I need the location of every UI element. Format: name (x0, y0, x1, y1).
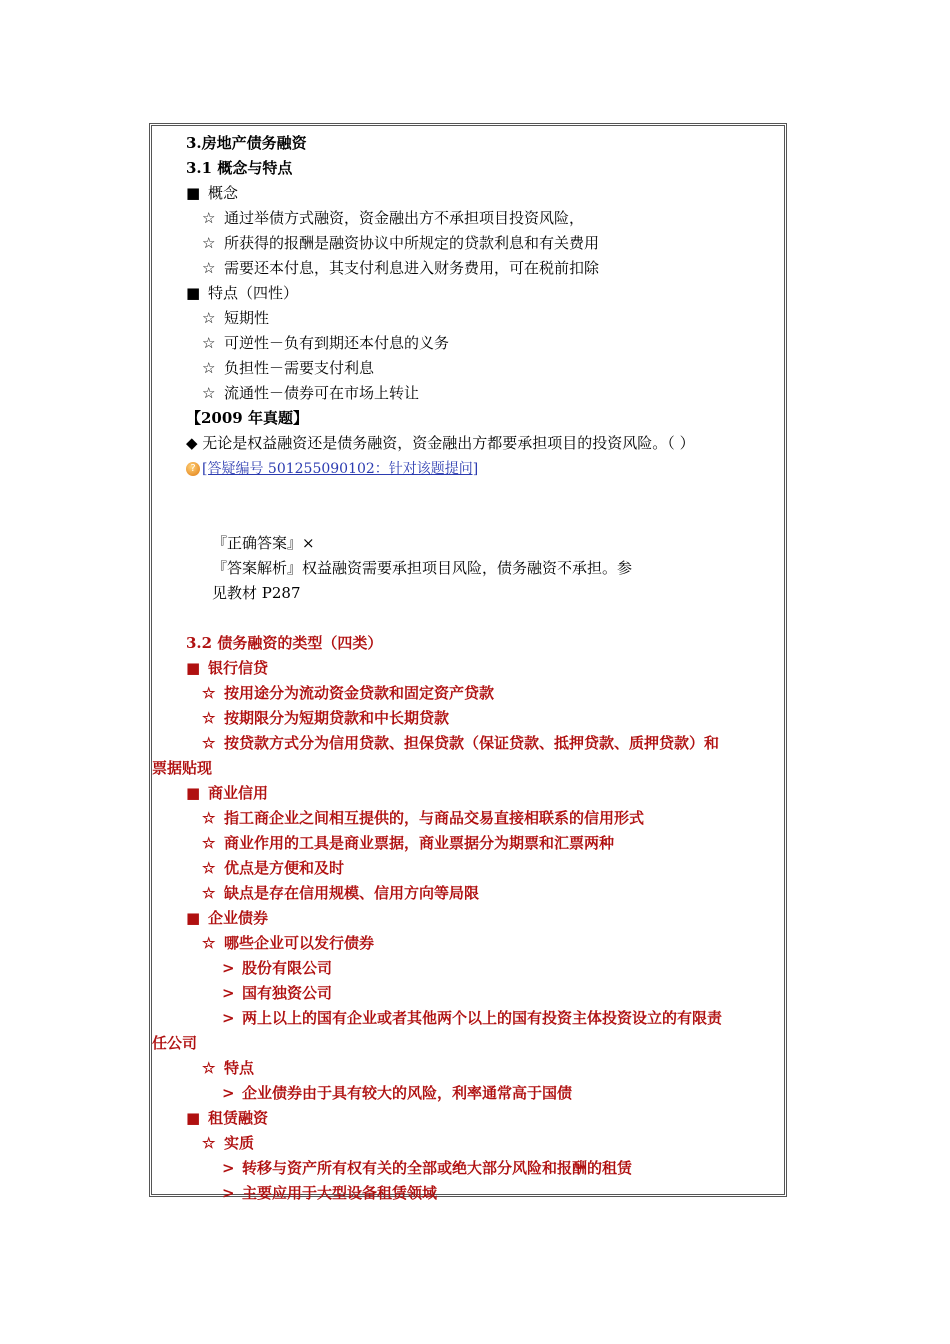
list-item (152, 306, 784, 331)
question-icon[interactable]: ? (186, 462, 200, 476)
square-bullet-icon: ■ (186, 284, 201, 302)
lease-label: 租赁融资 (208, 1109, 269, 1127)
arrow-icon: > (222, 1009, 235, 1027)
star-icon: ☆ (202, 259, 216, 277)
arrow-icon: > (222, 1159, 235, 1177)
qa-link[interactable]: [答疑编号 501255090102：针对该题提问] (202, 461, 479, 477)
arrow-icon: > (222, 959, 235, 977)
list-item (152, 731, 784, 756)
section-heading: 3.房地产债务融资 (186, 134, 307, 152)
star-icon: ☆ (202, 384, 216, 402)
list-item-wrap: 票据贴现 (152, 759, 213, 777)
sub-item (152, 981, 784, 1006)
sub-item (152, 956, 784, 981)
square-bullet-icon: ■ (186, 184, 201, 202)
list-item (152, 706, 784, 731)
list-item (152, 381, 784, 406)
spacer (152, 481, 784, 531)
list-item (152, 856, 784, 881)
item-text: 按贷款方式分为信用贷款、担保贷款（保证贷款、抵押贷款、质押贷款）和 (224, 734, 720, 752)
arrow-icon: > (222, 984, 235, 1002)
item-text: 股份有限公司 (242, 959, 333, 977)
commercial-heading (152, 781, 784, 806)
star-icon: ☆ (202, 1134, 216, 1152)
exam-title: 【2009 年真题】 (186, 409, 308, 427)
item-text: 商业作用的工具是商业票据，商业票据分为期票和汇票两种 (224, 834, 615, 852)
star-icon: ☆ (202, 734, 216, 752)
star-icon: ☆ (202, 684, 216, 702)
spacer (152, 606, 784, 631)
star-icon: ☆ (202, 1059, 216, 1077)
star-icon: ☆ (202, 209, 216, 227)
item-text: 指工商企业之间相互提供的，与商品交易直接相联系的信用形式 (224, 809, 645, 827)
star-icon: ☆ (202, 834, 216, 852)
star-icon: ☆ (202, 709, 216, 727)
bond-heading (152, 906, 784, 931)
sub-item (152, 1081, 784, 1106)
list-item (152, 931, 784, 956)
bond-label: 企业债券 (208, 909, 269, 927)
lease-heading (152, 1106, 784, 1131)
item-text: 国有独资公司 (242, 984, 333, 1002)
answer-analysis-cont: 见教材 P287 (212, 584, 301, 602)
item-text: 负担性－需要支付利息 (224, 359, 375, 377)
arrow-icon: > (222, 1184, 235, 1202)
list-item (152, 1056, 784, 1081)
list-item (152, 806, 784, 831)
item-text: 哪些企业可以发行债券 (224, 934, 375, 952)
item-text: 企业债券由于具有较大的风险，利率通常高于国债 (242, 1084, 573, 1102)
item-text: 特点 (224, 1059, 255, 1077)
item-text: 所获得的报酬是融资协议中所规定的贷款利息和有关费用 (224, 234, 600, 252)
item-text: 短期性 (224, 309, 270, 327)
star-icon: ☆ (202, 234, 216, 252)
bank-label: 银行信贷 (208, 659, 269, 677)
item-text: 转移与资产所有权有关的全部或绝大部分风险和报酬的租赁 (242, 1159, 633, 1177)
star-icon: ☆ (202, 359, 216, 377)
square-bullet-icon: ■ (186, 784, 201, 802)
list-item (152, 356, 784, 381)
bank-heading (152, 656, 784, 681)
item-text: 按用途分为流动资金贷款和固定资产贷款 (224, 684, 495, 702)
list-item (152, 231, 784, 256)
item-text: 可逆性－负有到期还本付息的义务 (224, 334, 450, 352)
star-icon: ☆ (202, 934, 216, 952)
star-icon: ☆ (202, 859, 216, 877)
exam-question: ◆ 无论是权益融资还是债务融资，资金融出方都要承担项目的投资风险。（ ） (186, 434, 695, 452)
concept-heading (152, 181, 784, 206)
sub-item-wrap: 任公司 (152, 1034, 198, 1052)
sub-item (152, 1006, 784, 1031)
list-item (152, 1131, 784, 1156)
arrow-icon: > (222, 1084, 235, 1102)
item-text: 按期限分为短期贷款和中长期贷款 (224, 709, 450, 727)
item-text: 通过举债方式融资，资金融出方不承担项目投资风险， (224, 209, 585, 227)
item-text: 流通性－债券可在市场上转让 (224, 384, 420, 402)
sub-item (152, 1181, 784, 1206)
item-text: 两上以上的国有企业或者其他两个以上的国有投资主体投资设立的有限责 (242, 1009, 723, 1027)
subsection-3-2: 3.2 债务融资的类型（四类） (186, 634, 383, 652)
item-text: 主要应用于大型设备租赁领域 (242, 1184, 438, 1202)
square-bullet-icon: ■ (186, 659, 201, 677)
square-bullet-icon: ■ (186, 1109, 201, 1127)
item-text: 缺点是存在信用规模、信用方向等局限 (224, 884, 480, 902)
item-text: 实质 (224, 1134, 255, 1152)
subsection-3-1: 3.1 概念与特点 (186, 159, 293, 177)
qa-row (152, 456, 784, 481)
document-body (152, 131, 784, 1206)
list-item (152, 256, 784, 281)
star-icon: ☆ (202, 309, 216, 327)
square-bullet-icon: ■ (186, 909, 201, 927)
list-item (152, 881, 784, 906)
sub-item (152, 1156, 784, 1181)
star-icon: ☆ (202, 809, 216, 827)
item-text: 需要还本付息，其支付利息进入财务费用，可在税前扣除 (224, 259, 600, 277)
list-item (152, 331, 784, 356)
item-text: 优点是方便和及时 (224, 859, 345, 877)
list-item (152, 831, 784, 856)
commercial-label: 商业信用 (208, 784, 269, 802)
star-icon: ☆ (202, 334, 216, 352)
star-icon: ☆ (202, 884, 216, 902)
answer-analysis: 『答案解析』权益融资需要承担项目风险，债务融资不承担。参 (212, 559, 633, 577)
list-item (152, 681, 784, 706)
content-frame (149, 123, 787, 1202)
correct-answer: 『正确答案』× (212, 534, 315, 552)
concept-label: 概念 (208, 184, 239, 202)
feature-label: 特点（四性） (208, 284, 299, 302)
feature-heading (152, 281, 784, 306)
list-item (152, 206, 784, 231)
